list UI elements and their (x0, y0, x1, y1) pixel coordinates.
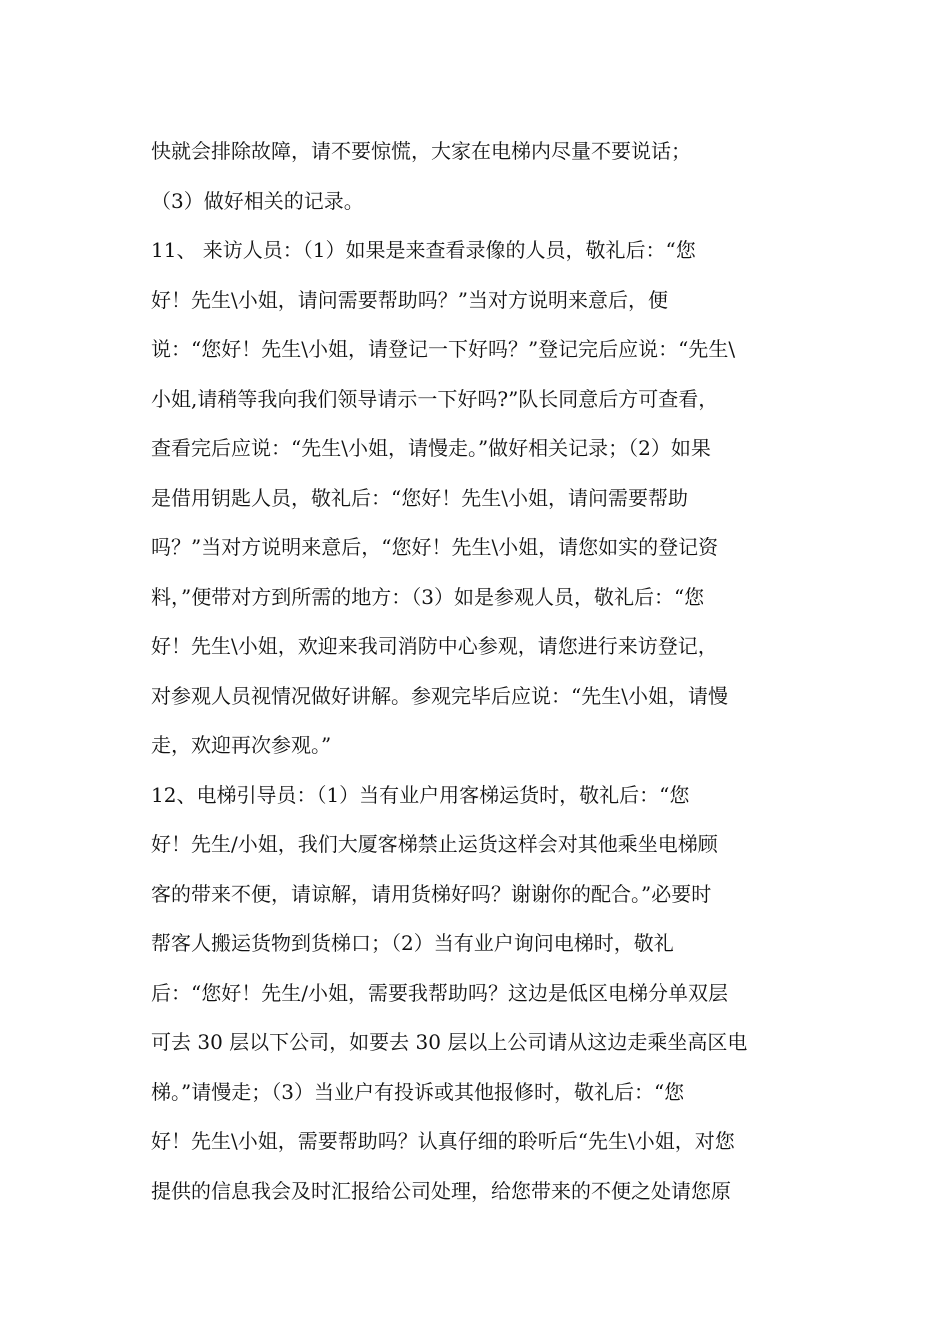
text-line: （3）做好相关的记录。 (151, 188, 364, 213)
text-line: 好！先生\小姐，需要帮助吗？认真仔细的聆听后“先生\小姐，对您 (151, 1129, 735, 1153)
text-line: 可去 30 层以下公司，如要去 30 层以上公司请从这边走乘坐高区电 (151, 1030, 748, 1054)
body-text (151, 127, 811, 1216)
text-line: 后：“您好！先生/小姐，需要我帮助吗？这边是低区电梯分单双层 (151, 980, 728, 1005)
text-line: 好！先生\小姐，欢迎来我司消防中心参观，请您进行来访登记， (151, 634, 718, 658)
text-line: 吗？”当对方说明来意后，“您好！先生\小姐，请您如实的登记资 (151, 535, 719, 559)
text-line: 客的带来不便，请谅解，请用货梯好吗？谢谢你的配合。”必要时 (151, 881, 712, 906)
text-line: 快就会排除故障，请不要惊慌，大家在电梯内尽量不要说话； (151, 139, 691, 163)
text-line: 说：“您好！先生\小姐，请登记一下好吗？”登记完后应说：“先生\ (151, 337, 736, 361)
text-line: 料，”便带对方到所需的地方：（3）如是参观人员，敬礼后：“您 (151, 584, 705, 609)
text-line: 是借用钥匙人员，敬礼后：“您好！先生\小姐，请问需要帮助 (151, 485, 688, 510)
text-line: 帮客人搬运货物到货梯口；（2）当有业户询问电梯时，敬礼 (151, 931, 674, 955)
text-line: 11、 来访人员：（1）如果是来查看录像的人员，敬礼后：“您 (151, 238, 696, 262)
text-line: 提供的信息我会及时汇报给公司处理，给您带来的不便之处请您原 (151, 1178, 731, 1203)
text-line: 对参观人员视情况做好讲解。参观完毕后应说：“先生\小姐，请慢 (151, 683, 728, 708)
text-line: 12、电梯引导员：（1）当有业户用客梯运货时，敬礼后：“您 (151, 782, 690, 807)
text-line: 查看完后应说：“先生\小姐，请慢走。”做好相关记录；（2）如果 (151, 436, 711, 460)
text-line: 梯。”请慢走；（3）当业户有投诉或其他报修时，敬礼后：“您 (151, 1079, 685, 1104)
text-line: 走，欢迎再次参观。” (151, 733, 332, 757)
text-line: 好！先生\小姐，请问需要帮助吗？”当对方说明来意后，便 (151, 287, 668, 312)
text-line: 小姐,请稍等我向我们领导请示一下好吗?”队长同意后方可查看， (151, 386, 719, 411)
text-line: 好！先生/小姐，我们大厦客梯禁止运货这样会对其他乘坐电梯顾 (151, 832, 718, 856)
